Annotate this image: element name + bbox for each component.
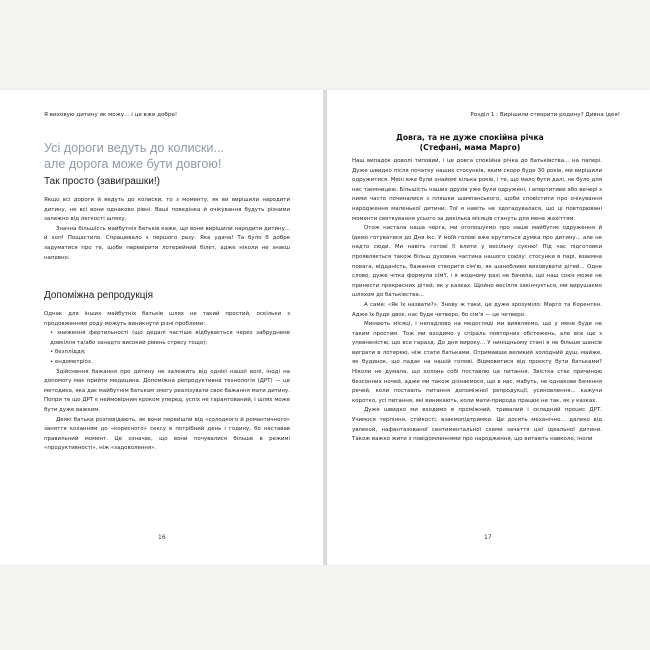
bullet-item: • зниження фертильності (що дедалі частіше відбувається через забруднене довкілля та/або занадто високий рівень стресу тощо); xyxy=(50,330,290,346)
paragraph: Якщо всі дороги й ведуть до колиски, то з моменту, як ви вирішили народити дитину, не всі вони однаково рівні. Ваші поведінка й очікування будуть різними залежно від легкості шляху. xyxy=(44,197,290,223)
left-running-head: Я виховую дитину як можу... і це вже добре! xyxy=(44,112,178,118)
paragraph: Отож настала наша черга, ми оголошуємо про наше майбутнє одруження й їдемо готуватися до Дня Ікс. У моїй голові вже крутиться думка про дитину... але не надто сюди. Ми навіть готові її влити у весільну сукню! Під час підготовки проявляється також більш духовна частина нашого союзу: стосунки в парі, взаємна повага, відданість, бажання створити сім'ю, як шанобливо виховувати дітей... Одне слово, дуже чітка формула сім'ї, і я жодному разі не бачила, що наш союз може не принести прекрасних дітей, як у казках. Щойно весілля закінчується, ми вирушаємо шляхом до батьківства... xyxy=(352,225,602,299)
chapter-title xyxy=(44,140,314,172)
paragraph: Деякі батьки розповідають, як вони перейшли від «солодкого й романтичного» заняття коханням до «корисного» сексу в потрібний день і годину, бо наставав правильний момент. Це означає, що вони почувалися більше в режимі «продуктивності», ніж «задоволення». xyxy=(44,416,290,452)
section-heading-assisted: Допоміжна репродукція xyxy=(44,290,154,301)
paragraph: Однак для інших майбутніх батьків шлях не такий простий, оскільки з продовженням роду можуть виникнути різні проблеми: xyxy=(44,311,290,327)
paragraph: Дуже швидко ми входимо в проміжний, тривалий і складний процес ДРТ. Учимося терпіння, стійкості, взаємопідтримки. Це досить механічно... далеко від увлекой, нафантазованої сентиментальної схеми зачаття цієї ідеальної дитини. Також важко жити з повідомленнями про народження, що витають навколо, іноли xyxy=(352,407,602,443)
chapter-title-line-1: Усі дороги ведуть до колиски... xyxy=(44,141,224,155)
story-title-line-2: (Стефані, мама Марго) xyxy=(419,143,521,152)
bullet-item: • ендометріоз. xyxy=(50,358,93,365)
section-assisted-body xyxy=(44,310,290,454)
paragraph: Наш випадок доволі типовий, і це довга спокійна річка до батьківства… на папері. Дуже швидко після початку наших стосунків, яким скоро буде 30 років, ми вирішили одружитися. Мені вже були знайомі кілька років, і те, що мало бути далі, не було для нас таємницею. Більшість наших друзів уже були одружені, і апертитиви або вечері з ними часто починалися з пляшки шампанського, щоби сповістити про очікування народження маленької дитини. Тої я навіть не здогадувалася, що ці повторювані моменти святкування усього за декілька місяців стануть для мене жахіттям. xyxy=(352,158,602,222)
left-page-number: 16 xyxy=(158,534,166,541)
paragraph: Здійснення бажання про дитину не залежить від однієї нашої волі, іноді на допомогу має прийти медицина. Допоміжна репродуктивна технологія (ДРТ) — це методика, яка дає майбутнім батькам змогу реалізувати своє бажання мати дитину. Попри те що ДРТ є неймовірним кроком уперед, успіх не гарантований, і шлях може бути дуже важким. xyxy=(44,368,290,413)
section-heading-easy: Так просто (завиграшки!) xyxy=(44,176,160,187)
chapter-title-line-2: але дорога може бути довгою! xyxy=(44,157,222,171)
paragraph: Минають місяці, і непадлово на медогляді ми виявляємо, що у мене буде не таким простим. Тож ми входимо у спіраль повторних обстежень, але все ще з упевненістю, що все гаразд. До дня вироку... У ниніщньому стані я не більше шансів виграти в лотерею, ніж стати батьками. Отримавши великий холодний душ, майже, як будинок, що падає на нашій голові. Відмовитися від проєкту бути батьками? Ніколи не думала, що холонь собі поставлю це питання. Звістка стає причиною безсонних ночей, адже ми також дізнаємося, що в нас, мабуть, не однакове бачення речей, коли постають питання допоміжної репродукції, усиновлення... кажучи коротко, усі питання, які виникають, коли мати-природа працює не так, як у казках. xyxy=(352,321,602,404)
right-running-head: Розділ 1 : Вирішили створити родину? Дивна ідея! xyxy=(470,112,620,118)
paragraph: А саме: «Як їх назвати?». Знову ж таки, це дуже зрозуміло: Марго та Корентен. Адже їх буде двоє, нас буде четверо, бо сім'я — це четверо. xyxy=(352,301,602,318)
story-title xyxy=(370,133,570,153)
paragraph: Значна більшість майбутніх батьків каже, що вони вирішили народити дитину... й хоп! Пощастило. Спрацювало з першого разу. Яка удача! Та було б добре задуматися про те, щоби перевірити лотерейний білет, адже ніколи не знаєш напевно. xyxy=(44,225,290,261)
story-body xyxy=(352,157,602,445)
bullet-item: • безпліддя; xyxy=(50,349,86,356)
right-page-number: 17 xyxy=(484,534,492,541)
section-easy-body xyxy=(44,196,290,263)
story-title-line-1: Довга, та не дуже спокійна річка xyxy=(396,133,544,142)
